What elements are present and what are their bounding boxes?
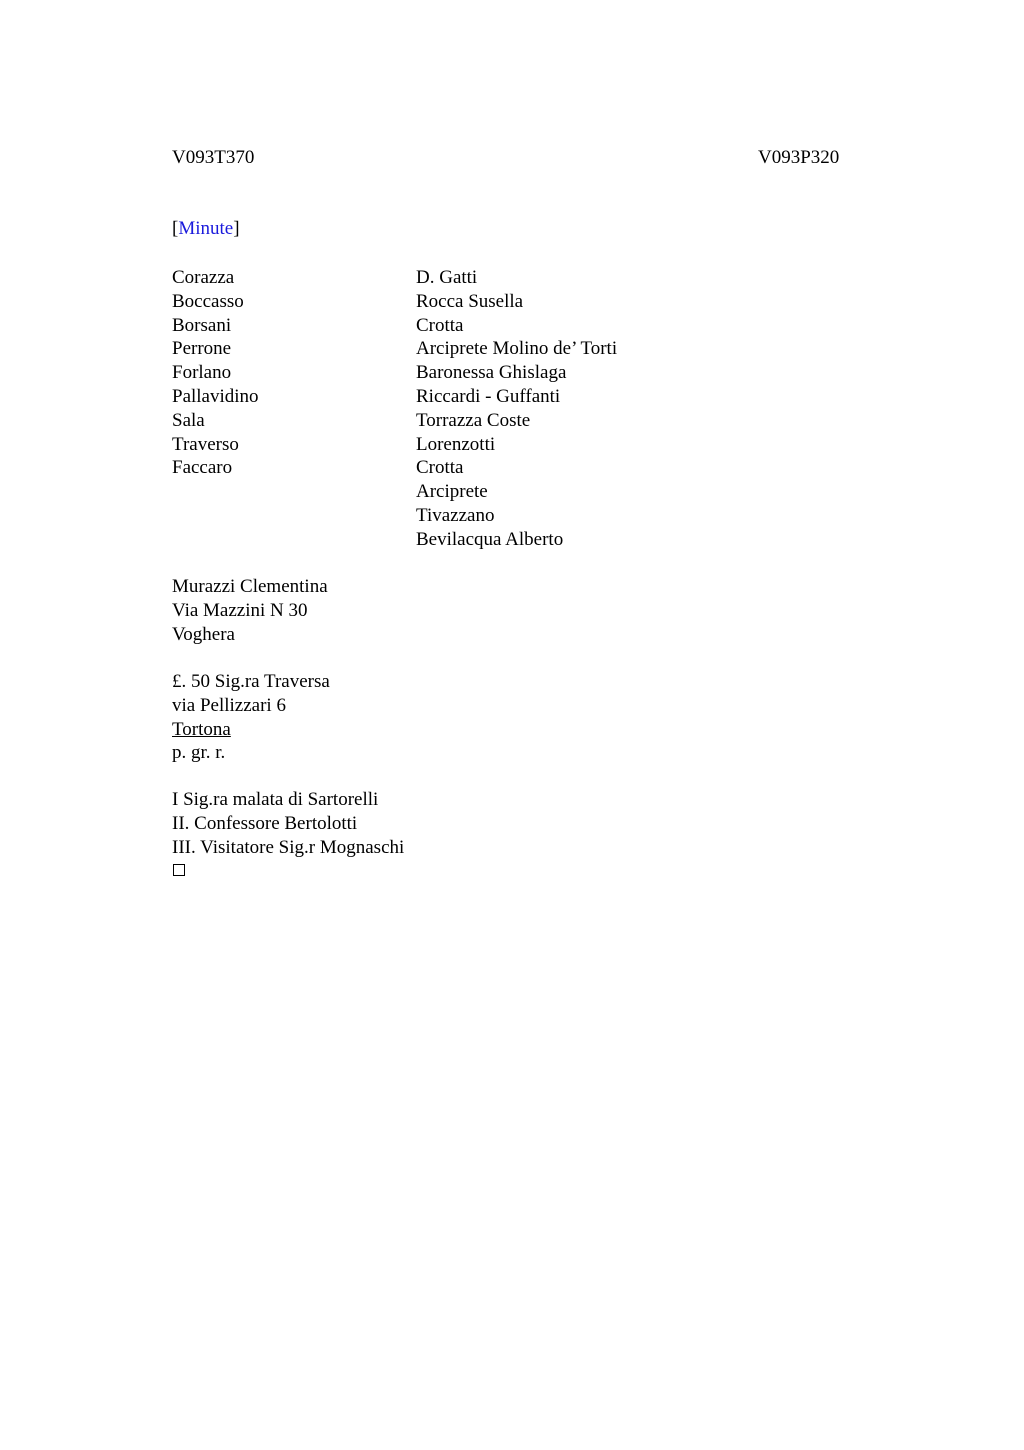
address-city: Voghera — [172, 623, 235, 645]
address-block — [172, 575, 328, 646]
name-right-item: Crotta — [416, 457, 464, 479]
section-heading — [172, 217, 240, 241]
payment-block — [172, 670, 330, 765]
name-left-item: Faccaro — [172, 457, 233, 479]
name-right-item: Baronessa Ghislaga — [416, 362, 567, 384]
address-street: Via Mazzini N 30 — [172, 599, 308, 621]
role-item: II. Confessore Bertolotti — [172, 812, 358, 834]
name-left-item: Sala — [172, 409, 205, 431]
minute-link[interactable]: Minute — [178, 218, 234, 239]
empty-box-icon — [173, 864, 185, 876]
name-right-item: Bevilacqua Alberto — [416, 528, 564, 550]
name-right-item: Lorenzotti — [416, 433, 496, 455]
name-left-item: Perrone — [172, 338, 232, 360]
names-left-column — [172, 266, 259, 480]
document-code-left: V093T370 — [172, 147, 255, 168]
name-left-item: Traverso — [172, 433, 239, 455]
name-left-item: Borsani — [172, 314, 232, 336]
name-left-item: Corazza — [172, 267, 235, 288]
name-right-item: Tivazzano — [416, 504, 495, 526]
address-name: Murazzi Clementina — [172, 576, 328, 597]
bracket-close: ] — [233, 218, 240, 239]
name-left-item: Boccasso — [172, 290, 244, 312]
name-right-item: Riccardi - Guffanti — [416, 385, 561, 407]
role-item: III. Visitatore Sig.r Mognaschi — [172, 836, 405, 858]
names-right-column — [416, 266, 617, 552]
name-right-item: Crotta — [416, 314, 464, 336]
name-right-item: Rocca Susella — [416, 290, 524, 312]
name-right-item: D. Gatti — [416, 267, 478, 288]
name-right-item: Arciprete Molino de’ Torti — [416, 338, 618, 360]
payment-street: via Pellizzari 6 — [172, 694, 286, 716]
name-right-item: Torrazza Coste — [416, 409, 531, 431]
roles-list — [172, 788, 404, 859]
payment-city: Tortona — [172, 718, 231, 740]
name-left-item: Pallavidino — [172, 385, 259, 407]
document-code-right: V093P320 — [758, 147, 840, 168]
bracket-open: [ — [172, 218, 179, 239]
role-item: I Sig.ra malata di Sartorelli — [172, 789, 379, 810]
payment-line: £. 50 Sig.ra Traversa — [172, 671, 330, 692]
name-right-item: Arciprete — [416, 481, 488, 503]
name-left-item: Forlano — [172, 362, 232, 384]
payment-note: p. gr. r. — [172, 742, 226, 764]
